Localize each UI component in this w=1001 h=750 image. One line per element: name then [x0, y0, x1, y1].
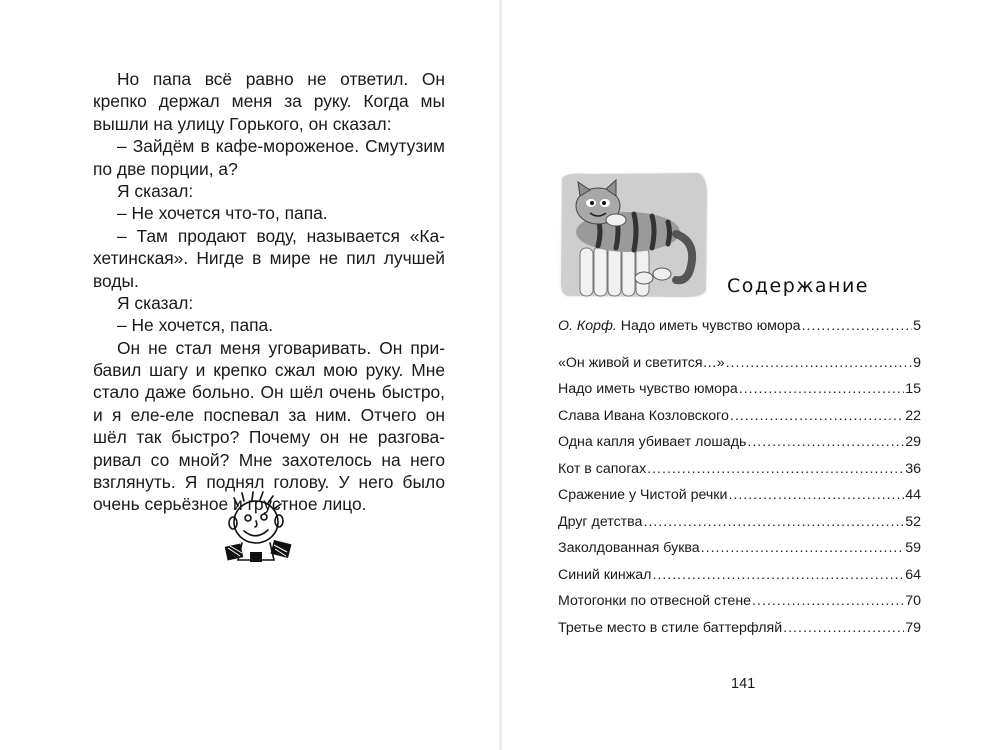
text-line: – Не хочется что-то, папа. — [117, 203, 328, 224]
toc-entry[interactable] — [558, 593, 921, 620]
text-line: и я еле-еле поспевал за ним. Отчего он — [93, 404, 445, 425]
text-line: бавил шагу и крепко сжал мою руку. Мне — [93, 360, 445, 381]
text-line: ривал со мной? Мне захотелось на него — [93, 449, 445, 470]
toc-entry-title: Мотогонки по отвесной стене — [558, 593, 752, 609]
toc-entry-title: Слава Ивана Козловского — [558, 407, 729, 424]
text-line: – Зайдём в кафе-мороженое. Смутузим — [117, 136, 445, 157]
toc-entry-title: Одна капля убивает лошадь — [558, 434, 747, 450]
toc-entry[interactable] — [558, 408, 921, 435]
text-line: Но папа всё равно не ответил. Он — [117, 69, 445, 89]
toc-title: Содержание — [727, 275, 869, 297]
toc-entry-page: 52 — [905, 513, 921, 530]
toc-entry-author: О. Корф. — [558, 318, 617, 334]
toc-leader-dots — [726, 355, 912, 371]
text-line: Я сказал: — [117, 292, 194, 313]
text-line: шёл так быстро? Почему он не разгова- — [93, 427, 445, 448]
toc-entry-title — [558, 318, 801, 334]
toc-entry-page: 59 — [905, 540, 921, 556]
toc-entry-page: 44 — [905, 487, 921, 503]
toc-entry[interactable] — [558, 487, 921, 514]
toc-entry-page: 22 — [905, 407, 921, 424]
toc-entry-page: 70 — [905, 593, 921, 609]
text-line: Я сказал: — [117, 180, 194, 201]
toc-entry-title: Друг детства — [558, 513, 643, 530]
toc-entry-title: «Он живой и светится…» — [558, 354, 725, 371]
toc-entry[interactable] — [558, 355, 921, 382]
boy-illustration — [212, 490, 302, 570]
toc-entry-title: Синий кинжал — [558, 566, 652, 583]
toc-entry[interactable] — [558, 381, 921, 408]
toc-entry[interactable] — [558, 434, 921, 461]
text-line: взглянуть. Я поднял голову. У него было — [93, 472, 445, 493]
toc-leader-dots — [652, 567, 904, 583]
text-line: – Не хочется, папа. — [117, 315, 274, 336]
toc-entry[interactable] — [558, 620, 921, 647]
toc-entry[interactable] — [558, 514, 921, 541]
toc-entry-title-text: Надо иметь чувство юмора — [616, 318, 801, 334]
toc-entry[interactable] — [558, 461, 921, 488]
toc-leader-dots — [643, 514, 904, 530]
toc-leader-dots — [647, 461, 904, 477]
toc-leader-dots — [701, 540, 905, 556]
text-line: воды. — [93, 270, 139, 291]
toc-leader-dots — [730, 408, 904, 424]
toc-entry[interactable] — [558, 540, 921, 567]
toc-leader-dots — [747, 434, 904, 450]
toc-leader-dots — [739, 381, 904, 397]
text-line: стало даже больно. Он шёл очень быстро, — [93, 382, 445, 403]
toc-entry-page: 36 — [905, 460, 921, 477]
text-line: вышли на улицу Горького, он сказал: — [93, 113, 392, 134]
text-line: Он не стал меня уговаривать. Он при- — [117, 337, 445, 358]
toc-entry-page: 5 — [913, 318, 921, 334]
toc-entry-page: 79 — [905, 619, 921, 636]
text-line: по две порции, а? — [93, 158, 238, 179]
toc-leader-dots — [728, 487, 904, 503]
toc-leader-dots — [783, 620, 904, 636]
cat-on-radiator-illustration — [558, 170, 710, 300]
toc-entry-title: Заколдованная буква — [558, 540, 700, 556]
toc-entry-page: 9 — [913, 354, 921, 371]
right-page — [501, 0, 1001, 750]
toc-entry-title: Сражение у Чистой речки — [558, 487, 728, 503]
toc-entry-page: 15 — [905, 381, 921, 397]
toc-entry-page: 64 — [905, 566, 921, 583]
text-line: – Там продают воду, называется «Ка- — [117, 225, 445, 246]
text-line: очень серьёзное и грустное лицо. — [93, 494, 367, 515]
toc-entry-title: Третье место в стиле баттерфляй — [558, 619, 783, 636]
toc-entry[interactable] — [558, 567, 921, 594]
page-number: 141 — [731, 676, 756, 692]
story-text — [93, 68, 445, 516]
toc-leader-dots — [752, 593, 904, 609]
toc-entry-page: 29 — [905, 434, 921, 450]
text-line: крепко держал меня за руку. Когда мы — [93, 91, 445, 112]
left-page — [0, 0, 500, 750]
toc-leader-dots — [802, 318, 913, 334]
toc-entry-title: Надо иметь чувство юмора — [558, 381, 738, 397]
toc-entry-title: Кот в сапогах — [558, 460, 647, 477]
table-of-contents — [558, 318, 921, 646]
toc-entry[interactable] — [558, 318, 921, 345]
text-line: хетинская». Нигде в мире не пил лучшей — [93, 248, 445, 269]
